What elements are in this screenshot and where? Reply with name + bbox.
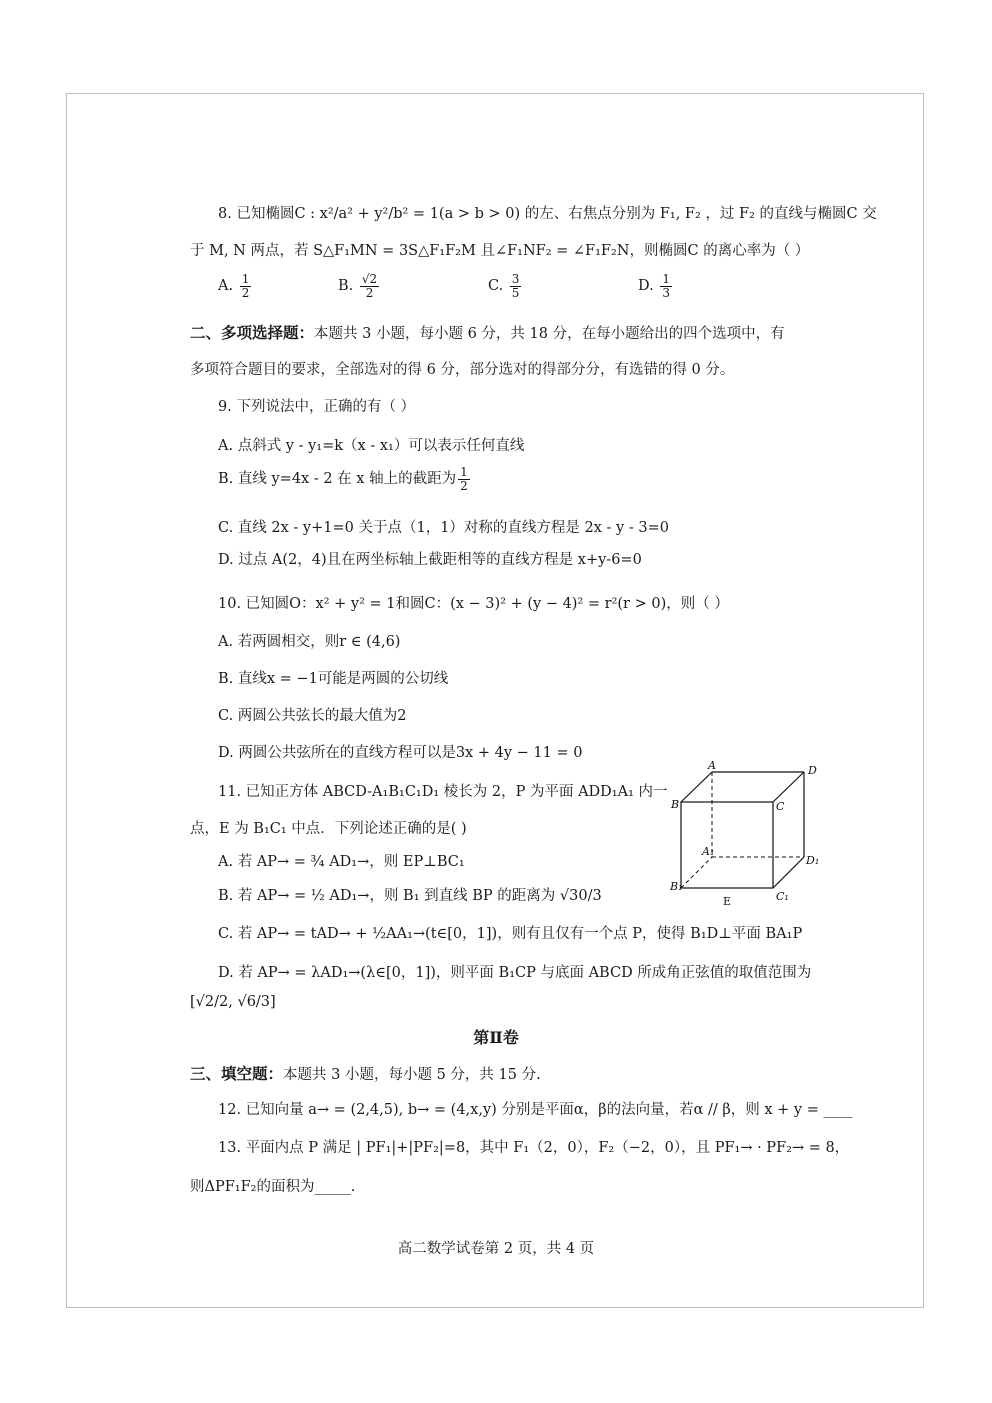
cube-label-d1: D₁ — [806, 854, 820, 867]
fraction — [510, 273, 522, 299]
q8-option-c — [488, 273, 523, 299]
fraction — [458, 466, 470, 492]
cube-label-a: A — [708, 760, 716, 772]
option-letter: D. — [638, 278, 654, 295]
q9-option-a: A. 点斜式 y - y₁=k（x - x₁）可以表示任何直线 — [218, 438, 525, 454]
q11-line1: 11. 已知正方体 ABCD-A₁B₁C₁D₁ 棱长为 2，P 为平面 ADD₁A₁ 内一 — [218, 784, 668, 800]
cube-label-e: E — [723, 895, 732, 908]
cube-label-a1: A₁ — [702, 845, 715, 858]
q10-option-a: A. 若两圆相交，则r ∈ (4,6) — [218, 634, 401, 650]
fraction-num: 1 — [662, 272, 670, 286]
q10-option-c: C. 两圆公共弦长的最大值为2 — [218, 708, 407, 724]
q9-option-d: D. 过点 A(2，4)且在两坐标轴上截距相等的直线方程是 x+y-6=0 — [218, 552, 642, 568]
fraction-den: 5 — [511, 285, 520, 300]
q11-option-b: B. 若 AP→ = ½ AD₁→，则 B₁ 到直线 BP 的距离为 √30/3 — [218, 888, 602, 904]
q9-option-b — [218, 466, 472, 492]
q10-stem: 10. 已知圆O：x² + y² = 1和圆C：(x − 3)² + (y − 4)² = r²(r > 0)，则（ ） — [218, 596, 729, 612]
section2-line1 — [190, 325, 785, 342]
fraction — [660, 273, 672, 299]
q10-option-b: B. 直线x = −1可能是两圆的公切线 — [218, 671, 449, 687]
q13-line1: 13. 平面内点 P 满足 | PF₁|+|PF₂|=8，其中 F₁（2，0），F₂（−2，0），且 PF₁→ · PF₂→ = 8， — [218, 1140, 850, 1156]
section2-line2: 多项符合题目的要求，全部选对的得 6 分，部分选对的得部分分，有选错的得 0 分。 — [190, 362, 735, 378]
q8-option-b — [338, 273, 381, 299]
q11-option-c: C. 若 AP→ = tAD→ + ½AA₁→(t∈[0，1])，则有且仅有一个点 P，使得 B₁D⊥平面 BA₁P — [218, 926, 803, 942]
cube-label-d: D — [808, 764, 817, 777]
cube-figure — [668, 760, 828, 910]
q12-text: 12. 已知向量 a→ = (2,4,5), b→ = (4,x,y) 分别是平面α，β的法向量，若α // β，则 x + y = ____ — [218, 1102, 853, 1118]
option-letter: C. — [488, 278, 504, 295]
q10-option-d: D. 两圆公共弦所在的直线方程可以是3x + 4y − 11 = 0 — [218, 745, 583, 761]
fraction-num: 1 — [460, 465, 468, 479]
fraction — [240, 273, 252, 299]
q11-option-a: A. 若 AP→ = ¾ AD₁→，则 EP⊥BC₁ — [218, 854, 465, 870]
cube-label-b1: B₁ — [670, 880, 683, 893]
fraction-num: 1 — [241, 272, 250, 286]
fraction-num: 3 — [511, 272, 520, 286]
q8-option-d — [638, 273, 674, 299]
section3-title: 三、填空题： — [190, 1064, 284, 1083]
section2-text1: 本题共 3 小题，每小题 6 分，共 18 分，在每小题给出的四个选项中，有 — [314, 326, 785, 342]
q11-option-d-range: [√2/2, √6/3] — [190, 994, 276, 1010]
part2-title: 第Ⅱ卷 — [473, 1028, 519, 1047]
option-letter: A. — [218, 278, 234, 295]
section3-text: 本题共 3 小题，每小题 5 分，共 15 分. — [283, 1067, 541, 1083]
cube-label-b: B — [671, 798, 680, 811]
option-letter: B. — [338, 278, 354, 295]
fraction-den: 2 — [241, 285, 250, 300]
q8-line2: 于 M, N 两点，若 S△F₁MN = 3S△F₁F₂M 且∠F₁NF₂ = ∠F₁F₂N，则椭圆C 的离心率为（ ） — [190, 243, 810, 259]
fraction-den: 2 — [460, 478, 468, 493]
q8-option-a — [218, 273, 253, 299]
fraction — [360, 273, 379, 299]
q9-stem: 9. 下列说法中，正确的有（ ） — [218, 399, 416, 415]
fraction-den: 2 — [365, 285, 374, 300]
cube-label-c1: C₁ — [776, 890, 789, 903]
q9-option-b-text: B. 直线 y=4x - 2 在 x 轴上的截距为 — [218, 471, 457, 488]
section2-title: 二、多项选择题： — [190, 323, 315, 342]
page-footer: 高二数学试卷第 2 页，共 4 页 — [397, 1241, 595, 1257]
cube-label-c: C — [776, 800, 785, 813]
fraction-num: √2 — [361, 272, 378, 286]
fraction-den: 3 — [662, 285, 670, 300]
q9-option-c: C. 直线 2x - y+1=0 关于点（1，1）对称的直线方程是 2x - y - 3=0 — [218, 520, 669, 536]
q11-option-d: D. 若 AP→ = λAD₁→(λ∈[0，1])，则平面 B₁CP 与底面 ABCD 所成角正弦值的取值范围为 — [218, 965, 812, 981]
q13-line2: 则ΔPF₁F₂的面积为_____. — [190, 1179, 356, 1195]
section3-line — [190, 1066, 541, 1083]
q11-line2: 点，E 为 B₁C₁ 中点．下列论述正确的是( ) — [190, 821, 467, 837]
q8-line1: 8. 已知椭圆C : x²/a² + y²/b² = 1(a > b > 0) 的左、右焦点分别为 F₁, F₂ ，过 F₂ 的直线与椭圆C 交 — [218, 206, 877, 222]
